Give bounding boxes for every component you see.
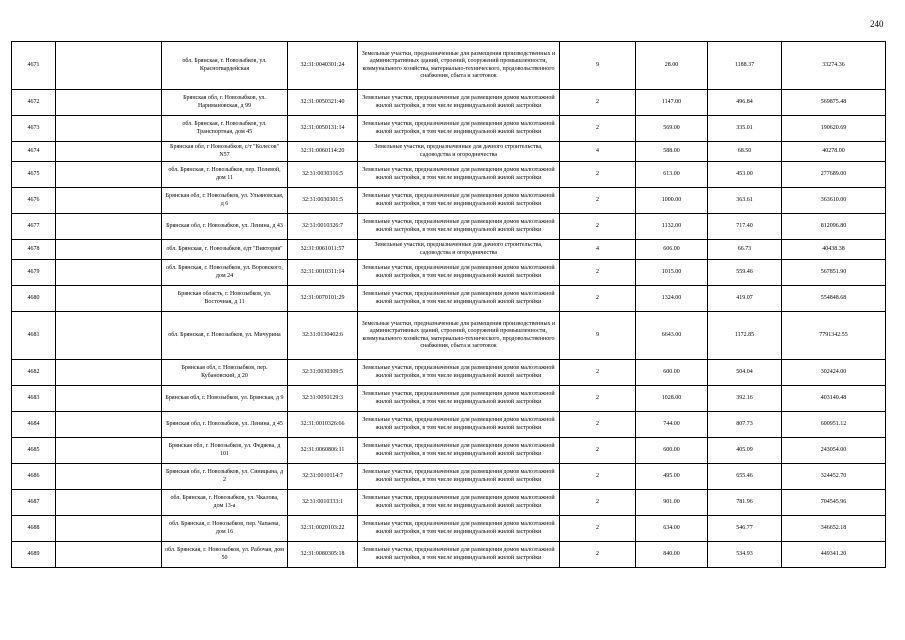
cadastral-number-cell: 32:31:0060114:20 [288,142,358,162]
table-row [12,260,886,286]
specific-value-cell: 68.50 [708,142,782,162]
group-cell: 4 [560,142,636,162]
group-cell: 2 [560,464,636,490]
area-cell: 840.00 [636,542,708,568]
address-cell: Брянская обл, г. Новозыбков, ул. Брянская, д 9 [162,386,288,412]
land-use-cell: Земельные участки, предназначенные для размещения домов малоэтажной жилой застройки, в том числе индивидуальной жилой застройки [358,90,560,116]
cadastral-value-cell: 449341.20 [782,542,886,568]
table-row [12,386,886,412]
row-number: 4677 [12,214,56,240]
land-use-cell: Земельные участки, предназначенные для размещения домов малоэтажной жилой застройки, в том числе индивидуальной жилой застройки [358,116,560,142]
row-number: 4683 [12,386,56,412]
group-cell: 2 [560,116,636,142]
land-use-cell: Земельные участки, предназначенные для размещения домов малоэтажной жилой застройки, в том числе индивидуальной жилой застройки [358,386,560,412]
group-cell: 2 [560,162,636,188]
land-use-cell: Земельные участки, предназначенные для размещения домов малоэтажной жилой застройки, в том числе индивидуальной жилой застройки [358,286,560,312]
row-number: 4684 [12,412,56,438]
cadastral-value-cell: 704545.96 [782,490,886,516]
cadastral-value-cell: 243054.00 [782,438,886,464]
group-cell: 2 [560,542,636,568]
blank-cell [56,188,162,214]
address-cell: обл. Брянская, г. Новозыбков, ул. Рабочая, дом 50 [162,542,288,568]
table-row [12,42,886,90]
blank-cell [56,412,162,438]
specific-value-cell: 504.04 [708,360,782,386]
table-row [12,516,886,542]
table-row [12,162,886,188]
cadastral-number-cell: 32:31:0080305:18 [288,542,358,568]
address-cell: обл. Брянская, г. Новозыбков, пер. Полевой, дом 11 [162,162,288,188]
area-cell: 28.00 [636,42,708,90]
group-cell: 2 [560,260,636,286]
area-cell: 569.00 [636,116,708,142]
specific-value-cell: 66.73 [708,240,782,260]
area-cell: 634.00 [636,516,708,542]
specific-value-cell: 717.40 [708,214,782,240]
cadastral-value-cell: 600951.12 [782,412,886,438]
cadastral-number-cell: 32:31:0030301:5 [288,188,358,214]
specific-value-cell: 534.93 [708,542,782,568]
cadastral-number-cell: 32:31:0070101:29 [288,286,358,312]
area-cell: 6643.00 [636,312,708,360]
row-number: 4673 [12,116,56,142]
table-row [12,312,886,360]
cadastral-value-cell: 363610.00 [782,188,886,214]
table-row [12,464,886,490]
row-number: 4682 [12,360,56,386]
address-cell: Брянская обл, г. Новозыбков, пер. Кубановский, д 20 [162,360,288,386]
land-use-cell: Земельные участки, предназначенные для дачного строительства, садоводства и огородничества [358,142,560,162]
address-cell: Брянская обл, г Новозыбков, с/т "Колесов" N57 [162,142,288,162]
cadastral-number-cell: 32:31:0050131:14 [288,116,358,142]
cadastral-number-cell: 32:31:0060806:11 [288,438,358,464]
cadastral-number-cell: 32:31:0030309:5 [288,360,358,386]
cadastral-number-cell: 32:31:0010326:7 [288,214,358,240]
blank-cell [56,386,162,412]
land-use-cell: Земельные участки, предназначенные для размещения домов малоэтажной жилой застройки, в том числе индивидуальной жилой застройки [358,360,560,386]
area-cell: 606.00 [636,240,708,260]
row-number: 4671 [12,42,56,90]
cadastral-value-cell: 302424.00 [782,360,886,386]
blank-cell [56,516,162,542]
table-row [12,412,886,438]
area-cell: 1147.00 [636,90,708,116]
specific-value-cell: 392.16 [708,386,782,412]
area-cell: 901.00 [636,490,708,516]
specific-value-cell: 807.73 [708,412,782,438]
land-use-cell: Земельные участки, предназначенные для размещения производственных и административных зданий, строений, сооружений промышленности, коммунального хозяйства, материально-технического, продовольственного снабжения, сбыта и заготовок [358,42,560,90]
group-cell: 2 [560,438,636,464]
address-cell: Брянская обл, г. Новозыбков, ул. Ульяновская, д 6 [162,188,288,214]
specific-value-cell: 1172.85 [708,312,782,360]
row-number: 4689 [12,542,56,568]
cadastral-number-cell: 32:31:0050321:40 [288,90,358,116]
table-row [12,286,886,312]
table-row [12,438,886,464]
area-cell: 1324.00 [636,286,708,312]
blank-cell [56,260,162,286]
address-cell: Брянская обл, г. Новозыбков, ул. Синицына, д 2 [162,464,288,490]
cadastral-value-cell: 324452.70 [782,464,886,490]
land-registry-table [11,41,886,568]
land-use-cell: Земельные участки, предназначенные для размещения домов малоэтажной жилой застройки, в том числе индивидуальной жилой застройки [358,188,560,214]
blank-cell [56,464,162,490]
specific-value-cell: 335.01 [708,116,782,142]
blank-cell [56,490,162,516]
specific-value-cell: 655.46 [708,464,782,490]
table-row [12,240,886,260]
row-number: 4685 [12,438,56,464]
area-cell: 600.00 [636,360,708,386]
address-cell: обл. Брянская, г. Новозыбков, пер. Чапаева, дом 16 [162,516,288,542]
land-use-cell: Земельные участки, предназначенные для размещения домов малоэтажной жилой застройки, в том числе индивидуальной жилой застройки [358,162,560,188]
area-cell: 588.00 [636,142,708,162]
area-cell: 613.00 [636,162,708,188]
land-use-cell: Земельные участки, предназначенные для размещения домов малоэтажной жилой застройки, в том числе индивидуальной жилой застройки [358,516,560,542]
blank-cell [56,42,162,90]
land-use-cell: Земельные участки, предназначенные для размещения домов малоэтажной жилой застройки, в том числе индивидуальной жилой застройки [358,464,560,490]
area-cell: 1028.00 [636,386,708,412]
area-cell: 495.00 [636,464,708,490]
specific-value-cell: 546.77 [708,516,782,542]
specific-value-cell: 453.00 [708,162,782,188]
specific-value-cell: 781.96 [708,490,782,516]
cadastral-number-cell: 32:31:0050129:3 [288,386,358,412]
cadastral-number-cell: 32:31:0010333:1 [288,490,358,516]
table-row [12,542,886,568]
land-use-cell: Земельные участки, предназначенные для размещения домов малоэтажной жилой застройки, в том числе индивидуальной жилой застройки [358,412,560,438]
address-cell: обл. Брянская, г. Новозыбков, ул. Воровского, дом 24 [162,260,288,286]
land-use-cell: Земельные участки, предназначенные для размещения производственных и административных зданий, строений, сооружений промышленности, коммунального хозяйства, материально-технического, продовольственного снабжения, сбыта и заготовок [358,312,560,360]
address-cell: обл. Брянская, г. Новозыбков, ул. Мичурина [162,312,288,360]
table-row [12,116,886,142]
specific-value-cell: 419.07 [708,286,782,312]
group-cell: 2 [560,490,636,516]
address-cell: обл. Брянская, г. Новозыбков, ул. Транспортная, дом 45 [162,116,288,142]
land-use-cell: Земельные участки, предназначенные для размещения домов малоэтажной жилой застройки, в том числе индивидуальной жилой застройки [358,438,560,464]
cadastral-value-cell: 812096.80 [782,214,886,240]
page-number: 240 [870,19,884,29]
specific-value-cell: 405.09 [708,438,782,464]
group-cell: 9 [560,42,636,90]
row-number: 4686 [12,464,56,490]
blank-cell [56,360,162,386]
blank-cell [56,312,162,360]
row-number: 4674 [12,142,56,162]
cadastral-number-cell: 32:31:0010311:14 [288,260,358,286]
cadastral-value-cell: 7791342.55 [782,312,886,360]
address-cell: обл. Брянская, г. Новозыбков, ул. Чкалова, дом 13-а [162,490,288,516]
blank-cell [56,240,162,260]
cadastral-number-cell: 32:31:0030316:5 [288,162,358,188]
address-cell: обл. Брянская, г. Новозыбков, ул. Красногвардейская [162,42,288,90]
area-cell: 1132.00 [636,214,708,240]
group-cell: 2 [560,214,636,240]
table-row [12,188,886,214]
area-cell: 744.00 [636,412,708,438]
area-cell: 1000.00 [636,188,708,214]
cadastral-value-cell: 190620.69 [782,116,886,142]
cadastral-value-cell: 346652.18 [782,516,886,542]
cadastral-value-cell: 554848.68 [782,286,886,312]
cadastral-number-cell: 32:31:0010326:66 [288,412,358,438]
blank-cell [56,286,162,312]
area-cell: 600.00 [636,438,708,464]
cadastral-number-cell: 32:31:0130402:6 [288,312,358,360]
row-number: 4675 [12,162,56,188]
row-number: 4680 [12,286,56,312]
land-use-cell: Земельные участки, предназначенные для размещения домов малоэтажной жилой застройки, в том числе индивидуальной жилой застройки [358,490,560,516]
cadastral-value-cell: 277689.00 [782,162,886,188]
table-row [12,360,886,386]
blank-cell [56,116,162,142]
area-cell: 1015.00 [636,260,708,286]
row-number: 4678 [12,240,56,260]
address-cell: Брянская обл, г. Новозыбков, ул. Ленина, д 45 [162,412,288,438]
table-row [12,214,886,240]
row-number: 4676 [12,188,56,214]
blank-cell [56,142,162,162]
cadastral-value-cell: 403140.48 [782,386,886,412]
blank-cell [56,438,162,464]
group-cell: 2 [560,188,636,214]
land-use-cell: Земельные участки, предназначенные для дачного строительства, садоводства и огородничества [358,240,560,260]
cadastral-number-cell: 32:31:0040301:24 [288,42,358,90]
specific-value-cell: 1188.37 [708,42,782,90]
specific-value-cell: 559.46 [708,260,782,286]
table-row [12,490,886,516]
group-cell: 2 [560,516,636,542]
table-row [12,142,886,162]
cadastral-number-cell: 32:31:0061011:57 [288,240,358,260]
group-cell: 9 [560,312,636,360]
address-cell: обл. Брянская, г. Новозыбков, едт "Виктория" [162,240,288,260]
row-number: 4687 [12,490,56,516]
cadastral-number-cell: 32:31:0020103:22 [288,516,358,542]
cadastral-value-cell: 40438.38 [782,240,886,260]
group-cell: 4 [560,240,636,260]
row-number: 4672 [12,90,56,116]
row-number: 4681 [12,312,56,360]
group-cell: 2 [560,90,636,116]
table-row [12,90,886,116]
land-use-cell: Земельные участки, предназначенные для размещения домов малоэтажной жилой застройки, в том числе индивидуальной жилой застройки [358,214,560,240]
group-cell: 2 [560,360,636,386]
land-use-cell: Земельные участки, предназначенные для размещения домов малоэтажной жилой застройки, в том числе индивидуальной жилой застройки [358,542,560,568]
land-use-cell: Земельные участки, предназначенные для размещения домов малоэтажной жилой застройки, в том числе индивидуальной жилой застройки [358,260,560,286]
address-cell: Брянская обл, г. Новозыбков, ул. Федяева, д 101 [162,438,288,464]
group-cell: 2 [560,412,636,438]
address-cell: Брянская область, г. Новозыбков, ул. Восточная, д 11 [162,286,288,312]
group-cell: 2 [560,286,636,312]
cadastral-value-cell: 569875.48 [782,90,886,116]
cadastral-value-cell: 33274.36 [782,42,886,90]
row-number: 4688 [12,516,56,542]
row-number: 4679 [12,260,56,286]
group-cell: 2 [560,386,636,412]
blank-cell [56,162,162,188]
specific-value-cell: 496.84 [708,90,782,116]
specific-value-cell: 363.61 [708,188,782,214]
address-cell: Брянская обл, г. Новозыбков, ул. Ленина, д 43 [162,214,288,240]
cadastral-value-cell: 40278.00 [782,142,886,162]
cadastral-value-cell: 567851.90 [782,260,886,286]
blank-cell [56,542,162,568]
cadastral-number-cell: 32:31:0010114:7 [288,464,358,490]
blank-cell [56,214,162,240]
address-cell: Брянская обл, г. Новозыбков, ул. Наримановская, д 99 [162,90,288,116]
blank-cell [56,90,162,116]
